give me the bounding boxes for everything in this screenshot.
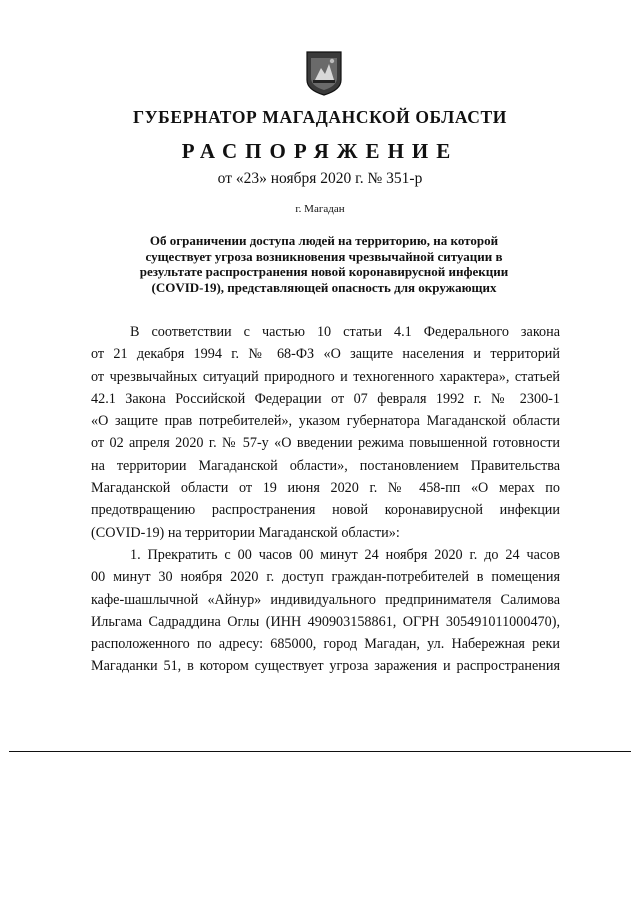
body-line: кафе-шашлычной «Айнур» индивидуального предпринимателя Салимова <box>91 591 560 608</box>
document-type: РАСПОРЯЖЕНИЕ <box>181 139 459 163</box>
document-city: г. Магадан <box>295 203 345 215</box>
body-line: на территории Магаданской области», постановлением Правительства <box>91 457 560 474</box>
body-line: предотвращению распространения новой коронавирусной инфекции <box>91 502 560 519</box>
body-line: 1. Прекратить с 00 часов 00 минут 24 ноября 2020 г. до 24 часов <box>130 546 560 563</box>
body-line: Магаданки 51, в котором существует угроза заражения и распространения <box>91 658 560 675</box>
body-line: 00 минут 30 ноября 2020 г. доступ граждан-потребителей в помещения <box>91 569 560 586</box>
body-line: 42.1 Закона Российской Федерации от 07 февраля 1992 г. № 2300-1 <box>91 390 560 407</box>
body-line: Магаданской области от 19 июня 2020 г. № 458-пп «О мерах по <box>91 480 560 497</box>
page-divider <box>9 751 631 752</box>
body-line: В соответствии с частью 10 статьи 4.1 Федерального закона <box>130 324 560 340</box>
document-subject <box>100 233 548 295</box>
body-line: расположенного по адресу: 685000, город Магадан, ул. Набережная реки <box>91 636 560 653</box>
subject-line: (COVID-19), представляющей опасность для окружающих <box>151 279 497 295</box>
body-line: от 21 декабря 1994 г. № 68-ФЗ «О защите населения и территорий <box>91 346 560 363</box>
body-line: Ильгама Садраддина Оглы (ИНН 490903158861, ОГРН 305491011000470), <box>91 613 560 630</box>
body-line: от 02 апреля 2020 г. № 57-у «О введении режима повышенной готовности <box>91 435 560 452</box>
subject-line: существует угроза возникновения чрезвычайной ситуации в <box>145 248 503 264</box>
document-body <box>91 321 560 678</box>
body-line: «О защите прав потребителей», указом губернатора Магаданской области <box>91 413 560 430</box>
body-line: (COVID-19) на территории Магаданской области»: <box>91 524 400 541</box>
coat-of-arms-icon <box>305 50 343 96</box>
subject-line: Об ограничении доступа людей на территорию, на которой <box>149 233 499 248</box>
body-line: от чрезвычайных ситуаций природного и техногенного характера», статьей <box>91 368 560 385</box>
document-date-number: от «23» ноября 2020 г. № 351-р <box>217 170 423 187</box>
subject-line: результате распространения новой коронавирусной инфекции <box>139 264 509 279</box>
issuing-authority: ГУБЕРНАТОР МАГАДАНСКОЙ ОБЛАСТИ <box>132 107 507 127</box>
